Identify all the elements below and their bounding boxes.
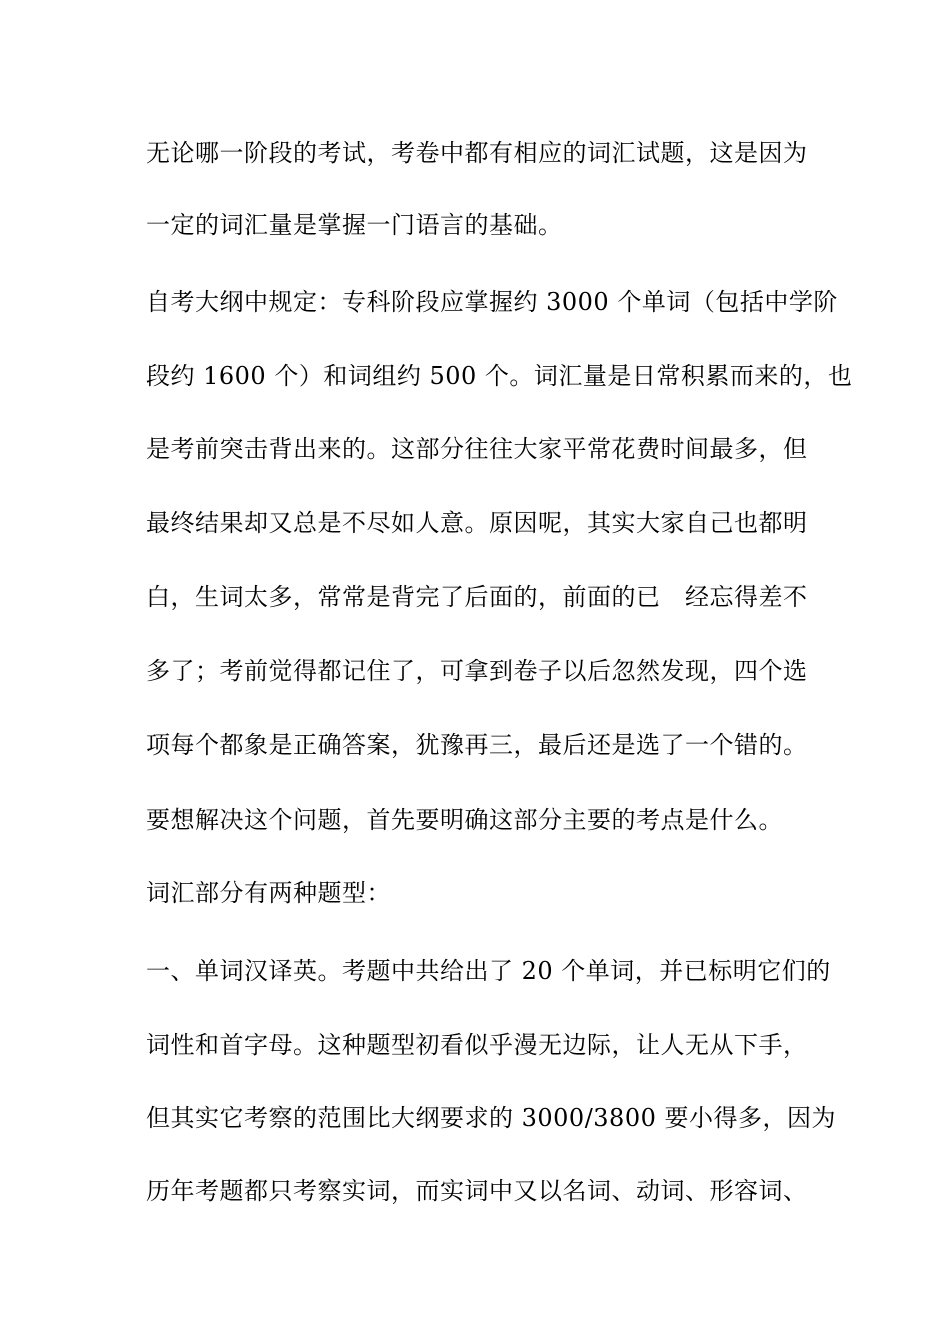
text-line: 但其实它考察的范围比大纲要求的 3000/3800 要小得多，因为 — [146, 1104, 836, 1132]
text-line: 最终结果却又总是不尽如人意。原因呢，其实大家自己也都明 — [146, 509, 808, 537]
text-line: 是考前突击背出来的。这部分往往大家平常花费时间最多，但 — [146, 435, 808, 463]
text-line: 多了；考前觉得都记住了，可拿到卷子以后忽然发现，四个选 — [146, 657, 808, 685]
text-line: 历年考题都只考察实词，而实词中又以名词、动词、形容词、 — [146, 1177, 808, 1205]
text-line: 要想解决这个问题，首先要明确这部分主要的考点是什么。 — [146, 806, 783, 834]
text-line: 白，生词太多，常常是背完了后面的，前面的已 经忘得差不 — [146, 583, 808, 611]
text-line: 段约 1600 个）和词组约 500 个。词汇量是日常积累而来的，也 — [146, 362, 853, 390]
text-line: 词汇部分有两种题型： — [146, 879, 391, 907]
text-line: 无论哪一阶段的考试，考卷中都有相应的词汇试题，这是因为 — [146, 139, 808, 167]
text-line: 词性和首字母。这种题型初看似乎漫无边际，让人无从下手， — [146, 1031, 808, 1059]
text-line: 自考大纲中规定：专科阶段应掌握约 3000 个单词（包括中学阶 — [146, 288, 838, 316]
text-line: 一、单词汉译英。考题中共给出了 20 个单词，并已标明它们的 — [146, 957, 831, 985]
text-line: 一定的词汇量是掌握一门语言的基础。 — [146, 211, 563, 239]
text-line: 项每个都象是正确答案，犹豫再三，最后还是选了一个错的。 — [146, 731, 808, 759]
